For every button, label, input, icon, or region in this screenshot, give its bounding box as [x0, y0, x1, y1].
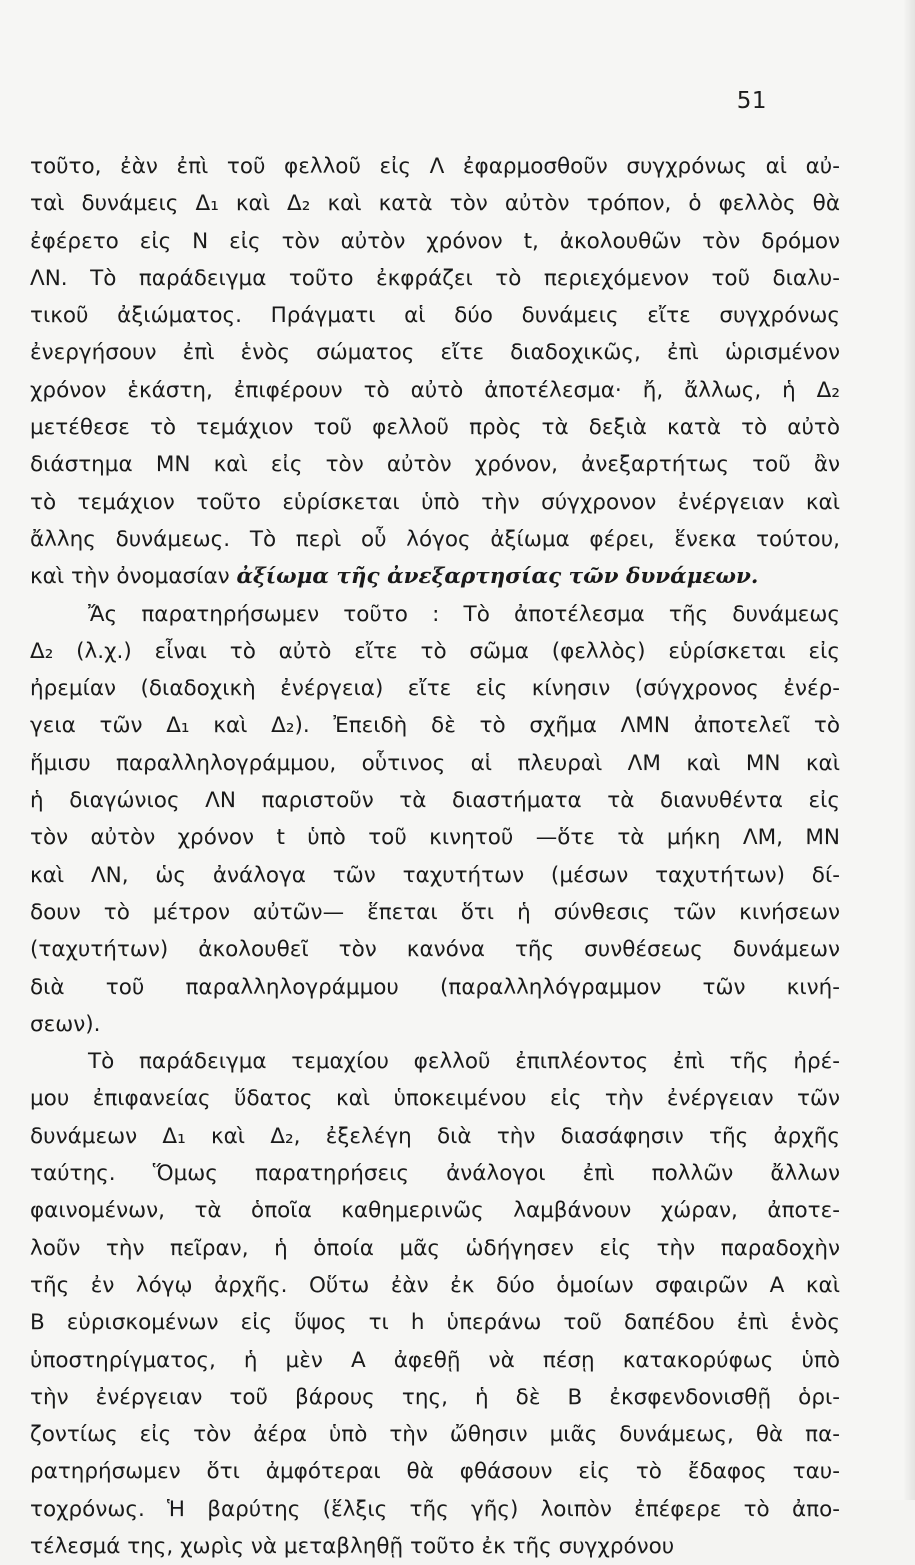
text-line: Τὸ παράδειγμα τεμαχίου φελλοῦ ἐπιπλέοντος ἐπὶ τῆς ἠρέ- — [88, 1049, 840, 1075]
text-line: μετέθεσε τὸ τεμάχιον τοῦ φελλοῦ πρὸς τὰ δεξιὰ κατὰ τὸ αὐτὸ — [30, 415, 840, 441]
text-line: τὴν ἐνέργειαν τοῦ βάρους της, ἡ δὲ Β ἐκσφενδονισθῇ ὁρι- — [30, 1384, 840, 1410]
text-line: ἄλλης δυνάμεως. Τὸ περὶ οὗ λόγος ἀξίωμα φέρει, ἕνεκα τούτου, — [30, 526, 840, 552]
text-line: τοῦτο, ἐὰν ἐπὶ τοῦ φελλοῦ εἰς Λ ἐφαρμοσθοῦν συγχρόνως αἱ αὐ- — [30, 154, 840, 179]
text-line: ταὶ δυνάμεις Δ₁ καὶ Δ₂ καὶ κατὰ τὸν αὐτὸν τρόπον, ὁ φελλὸς θὰ — [30, 191, 840, 217]
text-line: Δ₂ (λ.χ.) εἶναι τὸ αὐτὸ εἴτε τὸ σῶμα (φελλὸς) εὑρίσκεται εἰς — [30, 638, 840, 664]
text-line: ἐφέρετο εἰς Ν εἰς τὸν αὐτὸν χρόνον t, ἀκολουθῶν τὸν δρόμον — [30, 228, 840, 254]
text-line: τὸ τεμάχιον τοῦτο εὑρίσκεται ὑπὸ τὴν σύγχρονον ἐνέργειαν καὶ — [30, 489, 840, 515]
text-line: μου ἐπιφανείας ὕδατος καὶ ὑποκειμένου εἰς τὴν ἐνέργειαν τῶν — [30, 1086, 840, 1112]
text-line: ἡ διαγώνιος ΛΝ παριστοῦν τὰ διαστήματα τὰ διανυθέντα εἰς — [30, 788, 840, 814]
text-line: φαινομένων, τὰ ὁποῖα καθημερινῶς λαμβάνουν χώραν, ἀποτε- — [30, 1198, 840, 1224]
axiom-name-emphasis: ἀξίωμα τῆς ἀνεξαρτησίας τῶν δυνάμεων. — [236, 564, 759, 590]
text-line: ἥμισυ παραλληλογράμμου, οὗτινος αἱ πλευραὶ ΛΜ καὶ ΜΝ καὶ — [30, 750, 840, 776]
body-text — [30, 148, 840, 1565]
naming-prefix: καὶ τὴν ὀνομασίαν — [30, 564, 237, 590]
page-edge-shadow — [903, 0, 915, 1500]
text-line: (ταχυτήτων) ἀκολουθεῖ τὸν κανόνα τῆς συνθέσεως δυνάμεων — [30, 937, 840, 963]
text-line: τοχρόνως. Ἡ βαρύτης (ἕλξις τῆς γῆς) λοιπὸν ἐπέφερε τὸ ἀπο- — [30, 1496, 840, 1522]
page-number: 51 — [736, 88, 767, 114]
text-line: δυνάμεων Δ₁ καὶ Δ₂, ἐξελέγη διὰ τὴν διασάφησιν τῆς ἀρχῆς — [30, 1123, 840, 1149]
text-line: ἐνεργήσουν ἐπὶ ἑνὸς σώματος εἴτε διαδοχικῶς, ἐπὶ ὡρισμένον — [30, 340, 840, 366]
text-line: τέλεσμά της, χωρὶς νὰ μεταβληθῇ τοῦτο ἐκ τῆς συγχρόνου — [30, 1533, 675, 1559]
text-line: ΛΝ. Τὸ παράδειγμα τοῦτο ἐκφράζει τὸ περιεχόμενον τοῦ διαλυ- — [30, 265, 840, 291]
text-line: δουν τὸ μέτρον αὐτῶν— ἕπεται ὅτι ἡ σύνθεσις τῶν κινήσεων — [30, 899, 840, 925]
text-line: τὸν αὐτὸν χρόνον t ὑπὸ τοῦ κινητοῦ —ὅτε τὰ μήκη ΛΜ, ΜΝ — [30, 825, 840, 851]
text-line: τῆς ἐν λόγῳ ἀρχῆς. Οὕτω ἐὰν ἐκ δύο ὁμοίων σφαιρῶν Α καὶ — [30, 1272, 840, 1298]
text-line: χρόνον ἑκάστη, ἐπιφέρουν τὸ αὐτὸ ἀποτέλεσμα· ἤ, ἄλλως, ἡ Δ₂ — [30, 377, 840, 403]
text-line: ταύτης. Ὅμως παρατηρήσεις ἀνάλογοι ἐπὶ πολλῶν ἄλλων — [30, 1161, 840, 1187]
text-line: ἠρεμίαν (διαδοχικὴ ἐνέργεια) εἴτε εἰς κίνησιν (σύγχρονος ἐνέρ- — [30, 676, 840, 702]
text-line-naming — [30, 558, 840, 595]
text-line: ζοντίως εἰς τὸν ἀέρα ὑπὸ τὴν ὤθησιν μιᾶς δυνάμεως, θὰ πα- — [30, 1422, 840, 1448]
text-line: καὶ ΛΝ, ὡς ἀνάλογα τῶν ταχυτήτων (μέσων ταχυτήτων) δί- — [30, 862, 840, 888]
text-line: διάστημα ΜΝ καὶ εἰς τὸν αὐτὸν χρόνον, ἀνεξαρτήτως τοῦ ἂν — [30, 452, 840, 478]
text-line: διὰ τοῦ παραλληλογράμμου (παραλληλόγραμμον τῶν κινή- — [30, 974, 840, 1000]
text-line: ρατηρήσωμεν ὅτι ἀμφότεραι θὰ φθάσουν εἰς τὸ ἔδαφος ταυ- — [30, 1459, 840, 1485]
text-line: γεια τῶν Δ₁ καὶ Δ₂). Ἐπειδὴ δὲ τὸ σχῆμα ΛΜΝ ἀποτελεῖ τὸ — [30, 713, 840, 739]
text-line: λοῦν τὴν πεῖραν, ἡ ὁποία μᾶς ὡδήγησεν εἰς τὴν παραδοχὴν — [30, 1235, 840, 1261]
text-line: ὑποστηρίγματος, ἡ μὲν Α ἀφεθῇ νὰ πέσῃ κατακορύφως ὑπὸ — [30, 1347, 840, 1373]
text-line: τικοῦ ἀξιώματος. Πράγματι αἱ δύο δυνάμεις εἴτε συγχρόνως — [30, 303, 840, 329]
text-line: Β εὑρισκομένων εἰς ὕψος τι h ὑπεράνω τοῦ δαπέδου ἐπὶ ἑνὸς — [30, 1310, 840, 1336]
text-line: σεων). — [30, 1011, 101, 1037]
text-line: Ἄς παρατηρήσωμεν τοῦτο : Τὸ ἀποτέλεσμα τῆς δυνάμεως — [88, 601, 840, 627]
